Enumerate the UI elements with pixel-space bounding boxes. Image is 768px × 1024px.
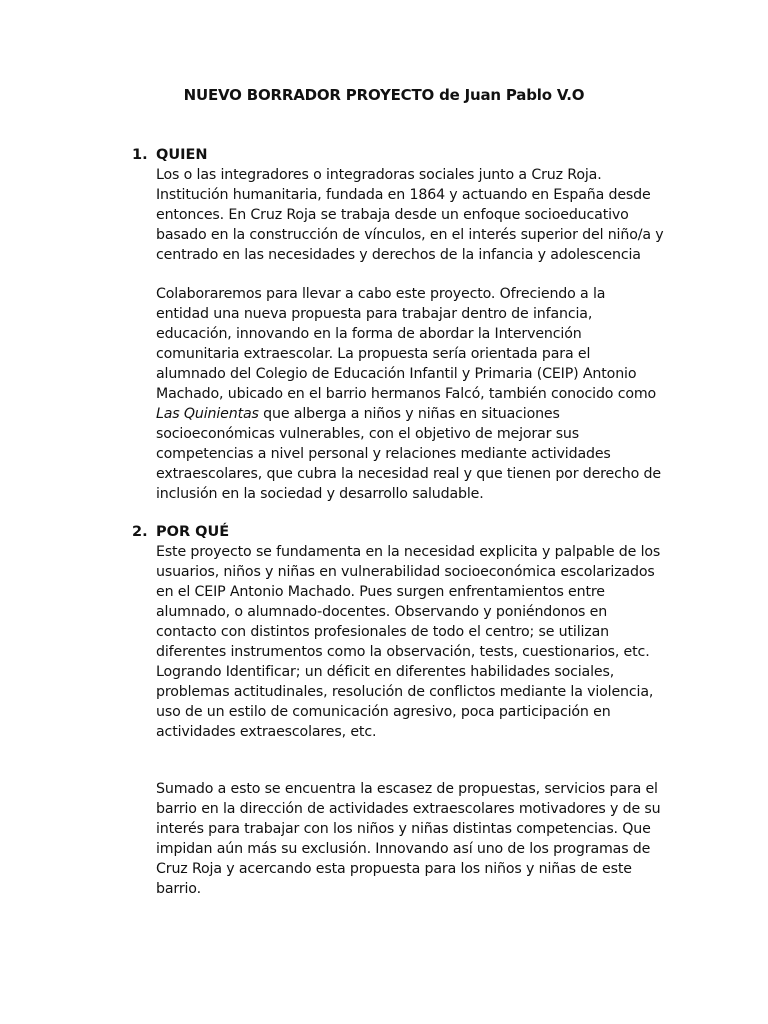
text-line: actividades extraescolares, etc.	[156, 724, 377, 740]
section-heading: POR QUÉ	[156, 524, 230, 540]
text-line: usuarios, niños y niñas en vulnerabilidad socioeconómica escolarizados	[156, 564, 655, 580]
text-line: uso de un estilo de comunicación agresivo, poca participación en	[156, 704, 611, 720]
text-line: Institución humanitaria, fundada en 1864 y actuando en España desde	[156, 187, 651, 203]
text-line: Sumado a esto se encuentra la escasez de propuestas, servicios para el	[156, 781, 658, 797]
text-line: comunitaria extraescolar. La propuesta sería orientada para el	[156, 346, 591, 362]
italic-place-name: Las Quinientas	[156, 406, 259, 422]
text-line: alumnado, o alumnado-docentes. Observando y poniéndonos en	[156, 604, 608, 620]
text-line: Machado, ubicado en el barrio hermanos Falcó, también conocido como	[156, 386, 657, 402]
text-line: Logrando Identificar; un déficit en diferentes habilidades sociales,	[156, 664, 615, 680]
text-line: socioeconómicas vulnerables, con el objetivo de mejorar sus	[156, 426, 580, 442]
section-number: 1.	[132, 147, 148, 163]
text-line-rest: que alberga a niños y niñas en situaciones	[258, 406, 560, 422]
text-line	[156, 404, 560, 424]
text-line: entidad una nueva propuesta para trabajar dentro de infancia,	[156, 306, 593, 322]
text-line: contacto con distintos profesionales de todo el centro; se utilizan	[156, 624, 609, 640]
text-line: basado en la construcción de vínculos, en el interés superior del niño/a y	[156, 227, 664, 243]
text-line: barrio en la dirección de actividades extraescolares motivadores y de su	[156, 801, 661, 817]
text-line: Cruz Roja y acercando esta propuesta para los niños y niñas de este	[156, 861, 632, 877]
document-title: NUEVO BORRADOR PROYECTO de Juan Pablo V.O	[183, 86, 585, 104]
text-line: Este proyecto se fundamenta en la necesidad explicita y palpable de los	[156, 544, 661, 560]
text-line: en el CEIP Antonio Machado. Pues surgen enfrentamientos entre	[156, 584, 605, 600]
text-line: extraescolares, que cubra la necesidad real y que tienen por derecho de	[156, 466, 661, 482]
text-line: educación, innovando en la forma de abordar la Intervención	[156, 326, 582, 342]
text-line: Los o las integradores o integradoras sociales junto a Cruz Roja.	[156, 167, 602, 183]
text-line: problemas actitudinales, resolución de conflictos mediante la violencia,	[156, 684, 654, 700]
text-line: interés para trabajar con los niños y niñas distintas competencias. Que	[156, 821, 651, 837]
text-line: entonces. En Cruz Roja se trabaja desde un enfoque socioeducativo	[156, 207, 629, 223]
section-number: 2.	[132, 524, 148, 540]
text-line: diferentes instrumentos como la observación, tests, cuestionarios, etc.	[156, 644, 650, 660]
text-line: impidan aún más su exclusión. Innovando así uno de los programas de	[156, 841, 651, 857]
text-line: inclusión en la sociedad y desarrollo saludable.	[156, 486, 484, 502]
text-line: alumnado del Colegio de Educación Infantil y Primaria (CEIP) Antonio	[156, 366, 637, 382]
text-line: competencias a nivel personal y relaciones mediante actividades	[156, 446, 611, 462]
text-line: Colaboraremos para llevar a cabo este proyecto. Ofreciendo a la	[156, 286, 606, 302]
section-heading: QUIEN	[156, 147, 208, 163]
text-line: centrado en las necesidades y derechos de la infancia y adolescencia	[156, 247, 641, 263]
text-line: barrio.	[156, 881, 201, 897]
